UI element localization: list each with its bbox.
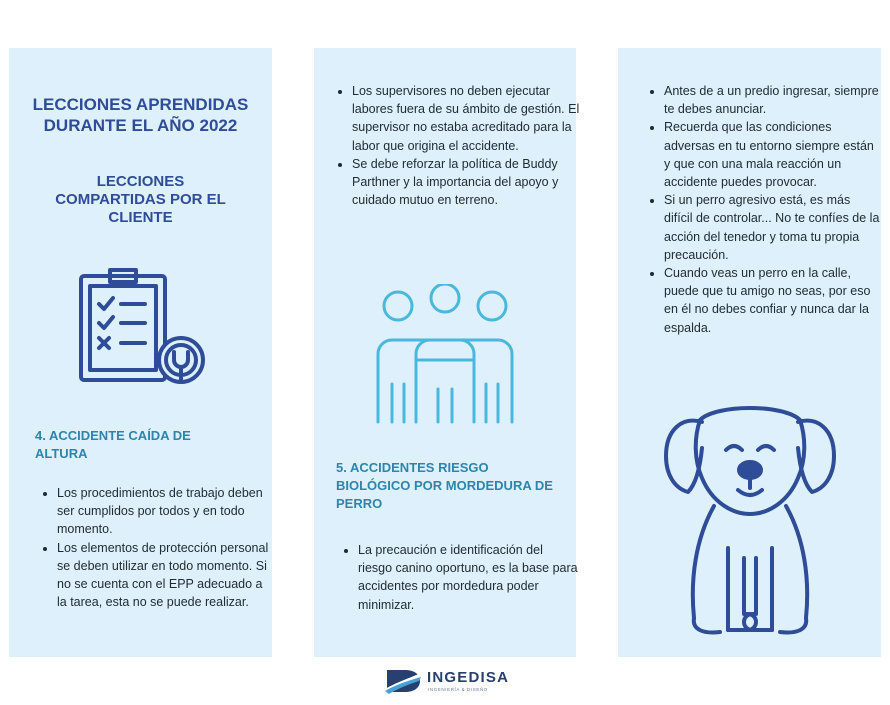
team-people-icon [370,284,520,424]
list-item: • La precaución e identificación del riesgo canino oportuno, es la base para accidentes por mordedura poder minimizar. [358,541,580,614]
dog-bite-bullets [336,541,580,614]
list-item: • Recuerda que las condiciones adversas en tu entorno siempre están y que con una mala reacción un accidente puedes provocar. [664,118,882,191]
list-item: • Se debe reforzar la política de Buddy Parthner y la importancia del apoyo y cuidado mutuo en terreno. [352,155,580,210]
company-logo [385,666,525,698]
clipboard-checklist-wrench-icon [77,268,205,388]
list-item: • Los procedimientos de trabajo deben ser cumplidos por todos y en todo momento. [57,484,272,539]
brand-name: INGEDISA [427,669,510,686]
ingedisa-logo-icon [385,667,421,695]
list-item: • Cuando veas un perro en la calle, puede que tu amigo no seas, por eso en él no debes confiar y nunca dar la espalda. [664,264,882,337]
section-title-dog-bite: 5. ACCIDENTES RIESGO BIOLÓGICO POR MORDEDURA DE PERRO [336,460,553,511]
dog-icon [656,398,844,638]
list-item: • Si un perro agresivo está, es más difícil de controlar... No te confíes de la acción del tenedor y toma tu propia precaución. [664,191,882,264]
panel-lessons-middle [314,48,580,657]
section-title-fall-accident: 4. ACCIDENTE CAÍDA DE ALTURA [35,428,191,461]
fall-accident-bullets [35,484,272,611]
brand-tagline: INGENIERÍA & DISEÑO [428,687,488,692]
list-item: • Los elementos de protección personal se deben utilizar en todo momento. Si no se cuenta con el EPP adecuado a la tarea, esta no se puede realizar. [57,539,272,612]
supervisor-bullets [330,82,580,209]
section-subtitle: LECCIONES COMPARTIDAS POR EL CLIENTE [55,173,226,226]
page-title: LECCIONES APRENDIDAS DURANTE EL AÑO 2022 [32,95,249,135]
list-item: • Los supervisores no deben ejecutar labores fuera de su ámbito de gestión. El supervisor no estaba acreditado para la labor que origina el accidente. [352,82,580,155]
panel-lessons-client [9,48,272,657]
dog-safety-bullets [642,82,882,337]
panel-lessons-dog [618,48,881,657]
list-item: • Antes de a un predio ingresar, siempre te debes anunciar. [664,82,882,118]
